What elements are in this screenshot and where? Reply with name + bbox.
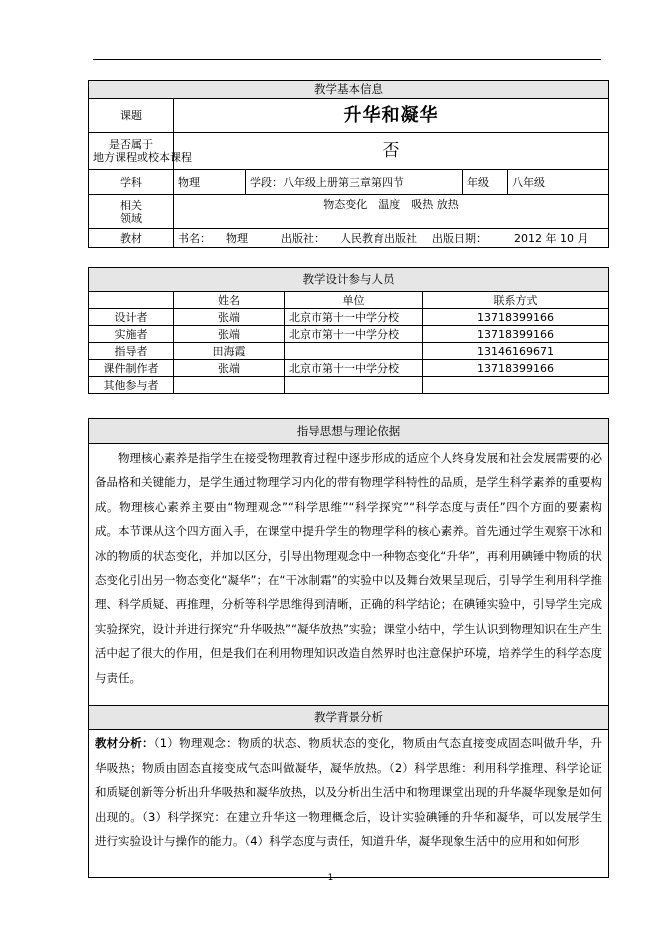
participant-unit: 北京市第十一中学分校 [285, 326, 423, 343]
local-course-label-line1: 是否属于 [109, 138, 153, 151]
local-course-label [89, 133, 192, 170]
textbook-label: 教材 [89, 229, 174, 248]
participants-corner [89, 292, 174, 309]
table-row [89, 309, 609, 326]
pub-date-value: 2012 年 10 月 [514, 231, 589, 245]
guiding-text-cell [89, 444, 609, 706]
participants-header: 教学设计参与人员 [89, 268, 609, 292]
participant-unit: 北京市第十一中学分校 [285, 360, 423, 377]
table-row [89, 343, 609, 360]
participant-role: 其他参与者 [89, 377, 174, 394]
background-lead: 教材分析： [95, 736, 154, 750]
column-header-unit: 单位 [285, 292, 423, 309]
table-row [89, 360, 609, 377]
participant-contact: 13718399166 [423, 309, 609, 326]
publisher-label: 出版社： [281, 231, 325, 245]
participant-contact: 13718399166 [423, 360, 609, 377]
topic-label: 课题 [89, 99, 174, 133]
grade-label: 年级 [463, 170, 508, 195]
field-label-line1: 相关 [120, 198, 142, 212]
section-value: 学段：八年级上册第三章第四节 [246, 170, 463, 195]
subject-value: 物理 [174, 170, 246, 195]
background-text: （1）物理观念：物质的状态、物质状态的变化，物质由气态直接变成固态叫做升华，升华吸热；物质由固态直接变成气态叫做凝华，凝华放热。（2）科学思维：利用科学推理、科学论证和质疑创新等分析出升华吸热和凝华放热，以及分析出生活中和物理课堂出现的升华凝华现象是如何出现的。（3）科学探究：在建立升华这一物理概念后，设计实验碘锤的升华和凝华，可以发展学生进行实验设计与操作的能力。（4）科学态度与责任，知道升华，凝华现象生活中的应用和如何形 [95, 736, 603, 848]
participant-name: 张端 [174, 326, 285, 343]
participant-name: 张端 [174, 309, 285, 326]
participant-role: 设计者 [89, 309, 174, 326]
participant-contact: 13718399166 [423, 326, 609, 343]
participant-unit: 北京市第十一中学分校 [285, 309, 423, 326]
grade-value: 八年级 [508, 170, 609, 195]
local-course-value: 否 [174, 133, 609, 170]
header-rule [93, 59, 601, 60]
field-value: 物态变化 温度 吸热 放热 [174, 195, 609, 229]
guiding-table [88, 418, 609, 878]
participant-name [174, 377, 285, 394]
topic-value: 升华和凝华 [174, 99, 609, 133]
participant-name: 田海霞 [174, 343, 285, 360]
local-course-label-line2: 地方课程或校本课程 [93, 151, 192, 164]
participant-unit [285, 377, 423, 394]
guiding-text: 物理核心素养是指学生在接受物理教育过程中逐步形成的适应个人终身发展和社会发展需要的必备品格和关键能力，是学生通过物理学习内化的带有物理学科特性的品质，是学生科学素养的重要构成。物理核心素养主要由“物理观念”“科学思维”“科学探究”“科学态度与责任”四个方面的要素构成。本节课从这个四方面入手，在课堂中提升学生的物理学科的核心素养。首先通过学生观察干冰和冰的物质的状态变化，并加以区分，引导出物理观念中一种物态变化“升华”，再利用碘锤中物质的状态变化引出另一物态变化“凝华”；在“干冰制霜”的实验中以及舞台效果呈现后，引导学生利用科学推理、科学质疑、再推理，分析等科学思维得到清晰，正确的科学结论；在碘锤实验中，引导学生完成实验探究，设计并进行探究“升华吸热”“凝华放热”实验；课堂小结中，学生认识到物理知识在生产生活中起了很大的作用，但是我们在利用物理知识改造自然界时也注意保护环境，培养学生的科学态度与责任。 [95, 451, 602, 685]
participant-name: 张端 [174, 360, 285, 377]
participants-table [88, 267, 609, 394]
participant-role: 课件制作者 [89, 360, 174, 377]
field-label [89, 195, 174, 229]
book-name-value: 物理 [226, 231, 248, 245]
guiding-header: 指导思想与理论依据 [89, 419, 609, 444]
publisher-value: 人民教育出版社 [340, 231, 417, 245]
table-row [89, 326, 609, 343]
participant-unit [285, 343, 423, 360]
basic-info-header: 教学基本信息 [89, 81, 609, 99]
participant-contact [423, 377, 609, 394]
textbook-info [174, 229, 609, 248]
column-header-contact: 联系方式 [423, 292, 609, 309]
subject-label: 学科 [89, 170, 174, 195]
table-row [89, 377, 609, 394]
pub-date-label: 出版日期： [432, 231, 487, 245]
participant-role: 实施者 [89, 326, 174, 343]
column-header-name: 姓名 [174, 292, 285, 309]
participant-role: 指导者 [89, 343, 174, 360]
basic-info-table [88, 80, 609, 248]
background-header: 教学背景分析 [89, 706, 609, 730]
background-text-cell [89, 730, 609, 878]
book-name-label: 书名： [178, 231, 211, 245]
participant-contact: 13146169671 [423, 343, 609, 360]
field-label-line2: 领域 [120, 211, 142, 225]
page-number: 1 [327, 873, 334, 883]
